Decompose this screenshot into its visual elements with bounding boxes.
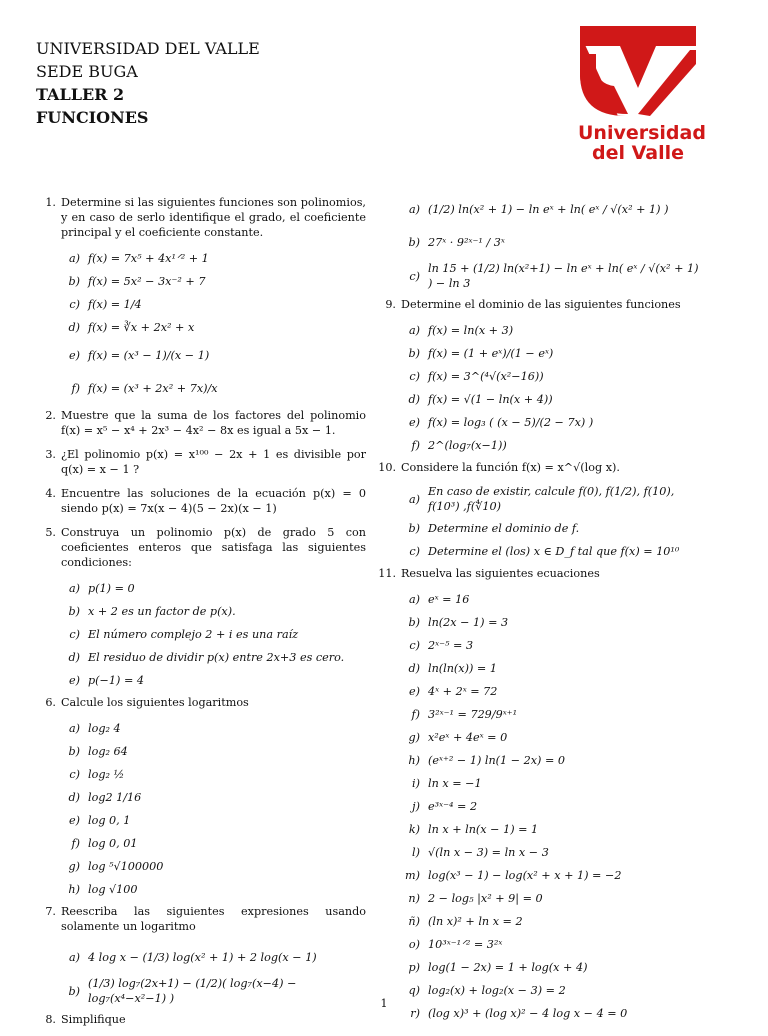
list-item: l) √(ln x − 3) = ln x − 3	[412, 845, 549, 859]
list-item: b) log₂ 64	[68, 744, 128, 758]
list-item: a) f(x) = 7x⁵ + 4x¹ᐟ² + 1	[68, 251, 209, 265]
problem-number: 1.	[45, 196, 56, 209]
problem-text: ¿El polinomio p(x) = x¹⁰⁰ − 2x + 1 es divisible por q(x) = x − 1 ?	[61, 448, 366, 476]
problem-5-items	[36, 579, 366, 689]
problem-number: 5.	[45, 526, 56, 539]
university-name: UNIVERSIDAD DEL VALLE	[36, 39, 260, 58]
workshop-title: TALLER 2	[36, 85, 125, 104]
problem-number: 10.	[378, 461, 396, 474]
campus-name: SEDE BUGA	[36, 62, 138, 81]
problem-text: Simplifique	[61, 1013, 126, 1026]
problem-number: 7.	[45, 905, 56, 918]
list-item: o) 10³ˣ⁻¹ᐟ² = 3²ˣ	[408, 937, 503, 951]
problem-text: Reescriba las siguientes expresiones usando solamente un logaritmo	[61, 905, 366, 933]
problem-text: Determine el dominio de las siguientes funciones	[401, 298, 681, 311]
problem-number: 11.	[378, 567, 396, 580]
topic-title: FUNCIONES	[36, 108, 149, 127]
problem-1-items	[36, 249, 366, 402]
list-item: a) (1/2) ln(x² + 1) − ln eˣ + ln( eˣ / √(x² + 1) )	[408, 202, 669, 216]
page-number: 1	[380, 997, 388, 1010]
list-item: c) Determine el (los) x ∈ D_f tal que f(x) = 10¹⁰	[409, 544, 680, 558]
problem-10	[376, 460, 706, 475]
problem-text: Construya un polinomio p(x) de grado 5 con coeficientes enteros que satisfaga las siguientes condiciones:	[61, 526, 366, 569]
problem-3	[36, 447, 366, 477]
problem-10-items	[376, 484, 706, 560]
list-item: r) (log x)³ + (log x)² − 4 log x − 4 = 0	[410, 1006, 628, 1020]
list-item: c) El número complejo 2 + i es una raíz	[69, 627, 299, 641]
list-item: c) ln 15 + (1/2) ln(x²+1) − ln eˣ + ln( eˣ / √(x² + 1) ) − ln 3	[409, 262, 699, 290]
list-item: ñ) (ln x)² + ln x = 2	[408, 914, 523, 928]
document-header	[36, 37, 260, 129]
problem-6	[36, 695, 366, 710]
list-item: d) f(x) = ∛x + 2x² + x	[68, 320, 195, 334]
list-item: c) f(x) = 1/4	[69, 297, 142, 311]
right-column	[376, 195, 706, 1028]
problem-number: 4.	[45, 487, 56, 500]
list-item: g) x²eˣ + 4eˣ = 0	[408, 730, 508, 744]
list-item: q) log₂(x) + log₂(x − 3) = 2	[408, 983, 566, 997]
list-item: e) log 0, 1	[69, 813, 131, 827]
university-logo	[578, 24, 706, 164]
problem-text: Muestre que la suma de los factores del polinomio f(x) = x⁵ − x⁴ + 2x³ − 4x² − 8x es igual a 5x − 1.	[61, 409, 366, 437]
left-column	[36, 195, 366, 1036]
list-item: h) (eˣ⁺² − 1) ln(1 − 2x) = 0	[408, 753, 566, 767]
list-item: e) f(x) = (x³ − 1)/(x − 1)	[69, 348, 210, 362]
list-item: g) log ⁵√100000	[68, 859, 164, 873]
problem-text: Considere la función f(x) = x^√(log x).	[401, 461, 620, 474]
list-item: n) 2 − log₅ |x² + 9| = 0	[408, 891, 543, 905]
list-item: i) ln x = −1	[412, 776, 482, 790]
list-item: c) 2ˣ⁻⁵ = 3	[409, 638, 474, 652]
problem-6-items	[36, 719, 366, 898]
list-item: e) p(−1) = 4	[69, 673, 144, 687]
list-item: e) 4ˣ + 2ˣ = 72	[409, 684, 498, 698]
problem-text: Encuentre las soluciones de la ecuación p(x) = 0 siendo p(x) = 7x(x − 4)(5 − 2x)(x − 1)	[61, 487, 366, 515]
list-item: d) f(x) = √(1 − ln(x + 4))	[408, 392, 553, 406]
list-item: a) p(1) = 0	[68, 581, 135, 595]
list-item: d) log2 1/16	[68, 790, 142, 804]
problem-2	[36, 408, 366, 438]
problem-number: 3.	[45, 448, 56, 461]
list-item: a) f(x) = ln(x + 3)	[408, 323, 514, 337]
list-item: b) 27ˣ · 9²ˣ⁻¹ / 3ˣ	[408, 235, 505, 249]
list-item: a) log₂ 4	[68, 721, 121, 735]
list-item: b) (1/3) log₇(2x+1) − (1/2)( log₇(x−4) − log₇(x⁴−x²−1) )	[68, 977, 297, 1005]
list-item: k) ln x + ln(x − 1) = 1	[408, 822, 539, 836]
problem-number: 9.	[385, 298, 396, 311]
list-item: b) Determine el dominio de f.	[408, 521, 580, 535]
list-item: f) 3²ˣ⁻¹ = 729/9ˣ⁺¹	[411, 707, 518, 721]
logo-line-2: del Valle	[591, 142, 684, 164]
list-item: h) log √100	[68, 882, 138, 896]
list-item: b) f(x) = 5x² − 3x⁻² + 7	[68, 274, 206, 288]
problem-text: Calcule los siguientes logaritmos	[61, 696, 249, 709]
problem-5	[36, 525, 366, 570]
list-item: a) En caso de existir, calcule f(0), f(1/2), f(10), f(10³) ,f(∜10)	[408, 485, 675, 513]
list-item: b) ln(2x − 1) = 3	[408, 615, 509, 629]
list-item: f) 2^(log₇(x−1))	[411, 438, 507, 452]
list-item: f) f(x) = (x³ + 2x² + 7x)/x	[71, 381, 218, 395]
problem-8-items	[376, 195, 706, 291]
list-item: p) log(1 − 2x) = 1 + log(x + 4)	[408, 960, 588, 974]
problem-9	[376, 297, 706, 312]
list-item: m) log(x³ − 1) − log(x² + x + 1) = −2	[405, 868, 622, 882]
problem-8	[36, 1012, 366, 1027]
list-item: b) f(x) = (1 + eˣ)/(1 − eˣ)	[408, 346, 554, 360]
problem-number: 6.	[45, 696, 56, 709]
list-item: j) e³ˣ⁻⁴ = 2	[412, 799, 478, 813]
problem-9-items	[376, 321, 706, 454]
list-item: c) f(x) = 3^(⁴√(x²−16))	[409, 369, 544, 383]
list-item: e) f(x) = log₃ ( (x − 5)/(2 − 7x) )	[409, 415, 594, 429]
problem-text: Resuelva las siguientes ecuaciones	[401, 567, 600, 580]
problem-4	[36, 486, 366, 516]
problem-number: 8.	[45, 1013, 56, 1026]
problem-7	[36, 904, 366, 934]
logo-mark-icon	[578, 24, 698, 119]
problem-number: 2.	[45, 409, 56, 422]
list-item: f) log 0, 01	[71, 836, 138, 850]
logo-text	[578, 122, 706, 164]
problem-1	[36, 195, 366, 240]
problem-11	[376, 566, 706, 581]
logo-line-1: Universidad	[578, 122, 706, 144]
list-item: d) ln(ln(x)) = 1	[408, 661, 497, 675]
list-item: a) eˣ = 16	[408, 592, 470, 606]
list-item: d) El residuo de dividir p(x) entre 2x+3 es cero.	[68, 650, 345, 664]
list-item: a) 4 log x − (1/3) log(x² + 1) + 2 log(x − 1)	[68, 950, 317, 964]
problem-11-items	[376, 590, 706, 1022]
list-item: c) log₂ ½	[69, 767, 125, 781]
problem-text: Determine si las siguientes funciones son polinomios, y en caso de serlo identifique el grado, el coeficiente principal y el coeficiente constante.	[61, 196, 366, 239]
list-item: b) x + 2 es un factor de p(x).	[68, 604, 236, 618]
